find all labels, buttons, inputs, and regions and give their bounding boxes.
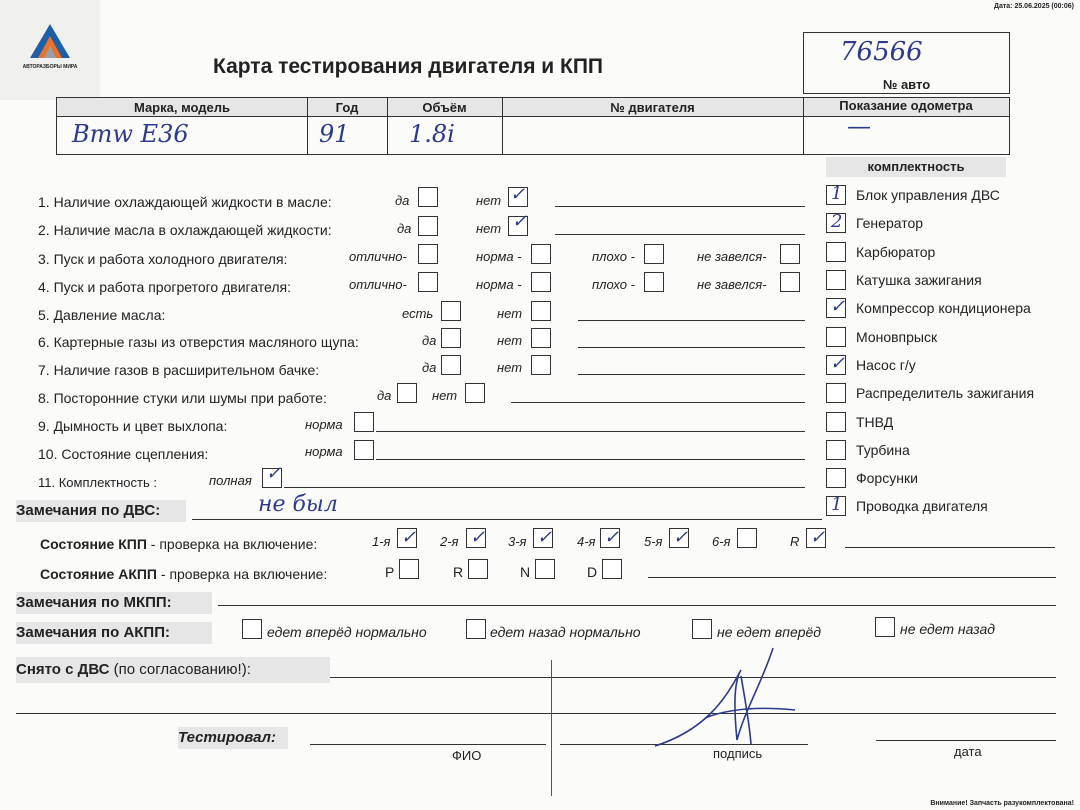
check-label: Пуск и работа холодного двигателя: [53, 251, 288, 267]
opt-label: нет [476, 193, 502, 208]
row-line [376, 431, 805, 432]
gear-label: 4-я [577, 534, 596, 549]
kpp-label-bold: Состояние КПП [40, 536, 147, 552]
checkbox-7-no[interactable] [531, 355, 551, 375]
gear-1-checkbox[interactable]: ✓ [397, 528, 417, 548]
completeness-header: комплектность [826, 157, 1006, 177]
checkbox-1-yes[interactable] [418, 187, 438, 207]
check-row-7 [38, 362, 319, 378]
gear-label: 1-я [372, 534, 391, 549]
comp-label: Проводка двигателя [856, 498, 988, 514]
checkbox-8-no[interactable] [465, 383, 485, 403]
akpp-line [648, 577, 1056, 578]
col-volume: Объём [422, 100, 467, 115]
check-row-6 [38, 334, 359, 350]
comp-label: Компрессор кондиционера [856, 300, 1031, 316]
gear-label: 3-я [508, 534, 527, 549]
comp-label: Катушка зажигания [856, 272, 982, 288]
gear-6-checkbox[interactable] [737, 528, 757, 548]
comp-label: Моновпрыск [856, 329, 938, 345]
checkbox-10-normal[interactable] [354, 440, 374, 460]
removed-label-bold: Снято с ДВС [16, 661, 110, 678]
checkbox-8-yes[interactable] [397, 383, 417, 403]
akpp-forward-ok-checkbox[interactable] [242, 619, 262, 639]
model-value: Bmw E36 [72, 120, 189, 148]
opt-label: да [377, 388, 392, 403]
logo [0, 0, 100, 100]
comp-label: Распределитель зажигания [856, 385, 1035, 401]
checkbox-3-normal[interactable] [531, 244, 551, 264]
checkbox-11-full[interactable]: ✓ [262, 468, 282, 488]
col-year: Год [335, 100, 359, 115]
akpp-mode-label: N [520, 564, 531, 580]
check-label: Состояние сцепления: [61, 446, 209, 462]
opt-label: да [422, 360, 437, 375]
check-num: 3. [38, 251, 50, 267]
vertical-divider [551, 660, 552, 796]
gear-label: 5-я [644, 534, 663, 549]
gear-label: R [790, 534, 800, 549]
opt-label: не завелся- [697, 249, 767, 264]
check-num: 8. [38, 390, 50, 406]
check-row-2 [38, 222, 332, 238]
check-label: Комплектность : [58, 475, 157, 490]
row-line [578, 320, 805, 321]
kpp-label [40, 536, 317, 552]
comp-label: Турбина [856, 442, 910, 458]
gear-4-checkbox[interactable]: ✓ [600, 528, 620, 548]
check-label: Наличие масла в охлаждающей жидкости: [53, 222, 332, 238]
akpp-mode-label: P [385, 564, 395, 580]
opt-label: отлично- [349, 277, 407, 292]
gear-3-checkbox[interactable]: ✓ [533, 528, 553, 548]
comp-label: Генератор [856, 215, 924, 231]
akpp-no-back-checkbox[interactable] [875, 617, 895, 637]
gear-label: 6-я [712, 534, 731, 549]
checkbox-6-no[interactable] [531, 328, 551, 348]
check-num: 1. [38, 194, 50, 210]
fio-line[interactable] [310, 744, 546, 745]
checkbox-4-normal[interactable] [531, 272, 551, 292]
check-num: 11. [38, 475, 56, 490]
check-num: 2. [38, 222, 50, 238]
removed-label [16, 657, 330, 683]
akpp-remarks-label: Замечания по АКПП: [16, 622, 212, 644]
akpp-mode-label: D [587, 564, 598, 580]
gear-label: 2-я [440, 534, 459, 549]
opt-label: норма [305, 417, 343, 432]
check-num: 10. [38, 446, 58, 462]
row-line [555, 234, 805, 235]
header-table [56, 97, 1010, 155]
opt-label: да [422, 333, 437, 348]
row-line [555, 206, 805, 207]
opt-label: нет [432, 388, 458, 403]
check-row-3 [38, 251, 287, 267]
checkbox-7-yes[interactable] [441, 355, 461, 375]
mkpp-remarks-label: Замечания по МКПП: [16, 592, 212, 614]
row-line [284, 487, 805, 488]
removed-line-2[interactable] [16, 713, 1056, 714]
odometer-value: — [847, 112, 871, 140]
check-row-1 [38, 194, 332, 210]
opt-label: плохо - [592, 249, 635, 264]
checkbox-4-excellent[interactable] [418, 272, 438, 292]
checkbox-2-no[interactable]: ✓ [508, 216, 528, 236]
page-title: Карта тестирования двигателя и КПП [213, 55, 604, 78]
check-row-4 [38, 279, 291, 295]
check-label: Пуск и работа прогретого двигателя: [53, 279, 292, 295]
akpp-no-forward-checkbox[interactable] [692, 619, 712, 639]
akpp-opt-label: не едет назад [900, 621, 995, 637]
logo-icon [28, 22, 72, 62]
date-caption: дата [954, 744, 982, 759]
comp-mark: ✓ [830, 353, 846, 374]
comp-mark: 1 [831, 494, 843, 515]
col-model: Марка, модель [133, 100, 231, 115]
row-line [511, 402, 805, 403]
akpp-label-bold: Состояние АКПП [40, 566, 157, 582]
check-row-8 [38, 390, 327, 406]
akpp-back-ok-checkbox[interactable] [466, 619, 486, 639]
akpp-opt-label: едет назад нормально [490, 624, 641, 640]
akpp-p-checkbox[interactable] [399, 559, 419, 579]
comp-label: ТНВД [856, 414, 894, 430]
check-label: Посторонние стуки или шумы при работе: [53, 390, 327, 406]
warning-text: Внимание! Запчасть разукомплектована! [930, 800, 1074, 807]
opt-label: норма - [476, 277, 522, 292]
akpp-d-checkbox[interactable] [602, 559, 622, 579]
gear-r-checkbox[interactable]: ✓ [806, 528, 826, 548]
opt-label: нет [497, 333, 523, 348]
fio-caption: ФИО [452, 748, 482, 763]
gear-2-checkbox[interactable]: ✓ [466, 528, 486, 548]
checkbox-9-normal[interactable] [354, 412, 374, 432]
signature-icon [645, 640, 805, 750]
opt-label: полная [209, 473, 252, 488]
checkbox-3-excellent[interactable] [418, 244, 438, 264]
date-stamp: Дата: 25.06.2025 (00:06) [993, 3, 1074, 10]
check-label: Наличие охлаждающей жидкости в масле: [53, 194, 332, 210]
checkbox-2-yes[interactable] [418, 216, 438, 236]
mkpp-remarks-line[interactable] [218, 605, 1056, 606]
akpp-mode-label: R [453, 564, 464, 580]
checkbox-5-no[interactable] [531, 301, 551, 321]
check-num: 9. [38, 418, 50, 434]
removed-label-rest: (по согласованию!): [109, 661, 251, 678]
opt-label: отлично- [349, 249, 407, 264]
check-row-11 [38, 475, 157, 490]
comp-label: Блок управления ДВС [856, 187, 1000, 203]
check-label: Дымность и цвет выхлопа: [53, 418, 228, 434]
opt-label: не завелся- [697, 277, 767, 292]
opt-label: да [397, 221, 412, 236]
checkbox-5-yes[interactable] [441, 301, 461, 321]
check-row-9 [38, 418, 227, 434]
akpp-opt-label: едет вперёд нормально [267, 624, 427, 640]
comp-label: Карбюратор [856, 244, 936, 260]
check-label: Давление масла: [53, 307, 166, 323]
tested-label: Тестировал: [178, 727, 288, 749]
check-num: 5. [38, 307, 50, 323]
check-row-5 [38, 307, 165, 323]
auto-number-box [803, 32, 1010, 94]
opt-label: нет [476, 221, 502, 236]
col-engine-no: № двигателя [610, 100, 695, 115]
year-value: 91 [319, 120, 350, 148]
check-num: 4. [38, 279, 50, 295]
akpp-n-checkbox[interactable] [535, 559, 555, 579]
dvs-remarks-value: не был [258, 492, 338, 517]
opt-label: норма [305, 444, 343, 459]
kpp-line [845, 547, 1055, 548]
auto-number-label: № авто [882, 77, 931, 92]
volume-value: 1.8i [409, 120, 455, 148]
logo-text: АВТОРАЗБОРЫ МИРА [22, 64, 78, 70]
row-line [578, 347, 805, 348]
dvs-remarks-label: Замечания по ДВС: [16, 500, 186, 522]
check-num: 7. [38, 362, 50, 378]
row-line [578, 374, 805, 375]
opt-label: есть [402, 306, 434, 321]
dvs-remarks-line[interactable] [192, 519, 822, 520]
akpp-label-rest: - проверка на включение: [157, 566, 328, 582]
col-odometer: Показание одометра [839, 98, 973, 113]
gear-5-checkbox[interactable]: ✓ [669, 528, 689, 548]
checkbox-6-yes[interactable] [441, 328, 461, 348]
kpp-label-rest: - проверка на включение: [146, 536, 318, 552]
auto-number-value: 76566 [840, 37, 923, 67]
opt-label: нет [497, 360, 523, 375]
check-label: Наличие газов в расширительном бачке: [53, 362, 320, 378]
comp-label: Насос г/у [856, 357, 916, 373]
checkbox-3-bad[interactable] [644, 244, 664, 264]
comp-mark: ✓ [830, 296, 846, 317]
checkbox-4-bad[interactable] [644, 272, 664, 292]
comp-mark: 1 [831, 183, 843, 204]
akpp-label [40, 566, 327, 582]
comp-label: Форсунки [856, 470, 918, 486]
opt-label: нет [497, 306, 523, 321]
sign-caption: подпись [713, 746, 763, 761]
row-line [376, 459, 805, 460]
checkbox-1-no[interactable]: ✓ [508, 187, 528, 207]
opt-label: да [395, 193, 410, 208]
date-line[interactable] [876, 740, 1056, 741]
check-row-10 [38, 446, 208, 462]
opt-label: плохо - [592, 277, 635, 292]
opt-label: норма - [476, 249, 522, 264]
checkbox-4-no-start[interactable] [780, 272, 800, 292]
comp-mark: 2 [831, 211, 843, 232]
check-label: Картерные газы из отверстия масляного щупа: [53, 334, 359, 350]
check-num: 6. [38, 334, 50, 350]
akpp-r-checkbox[interactable] [468, 559, 488, 579]
akpp-opt-label: не едет вперёд [717, 624, 822, 640]
checkbox-3-no-start[interactable] [780, 244, 800, 264]
